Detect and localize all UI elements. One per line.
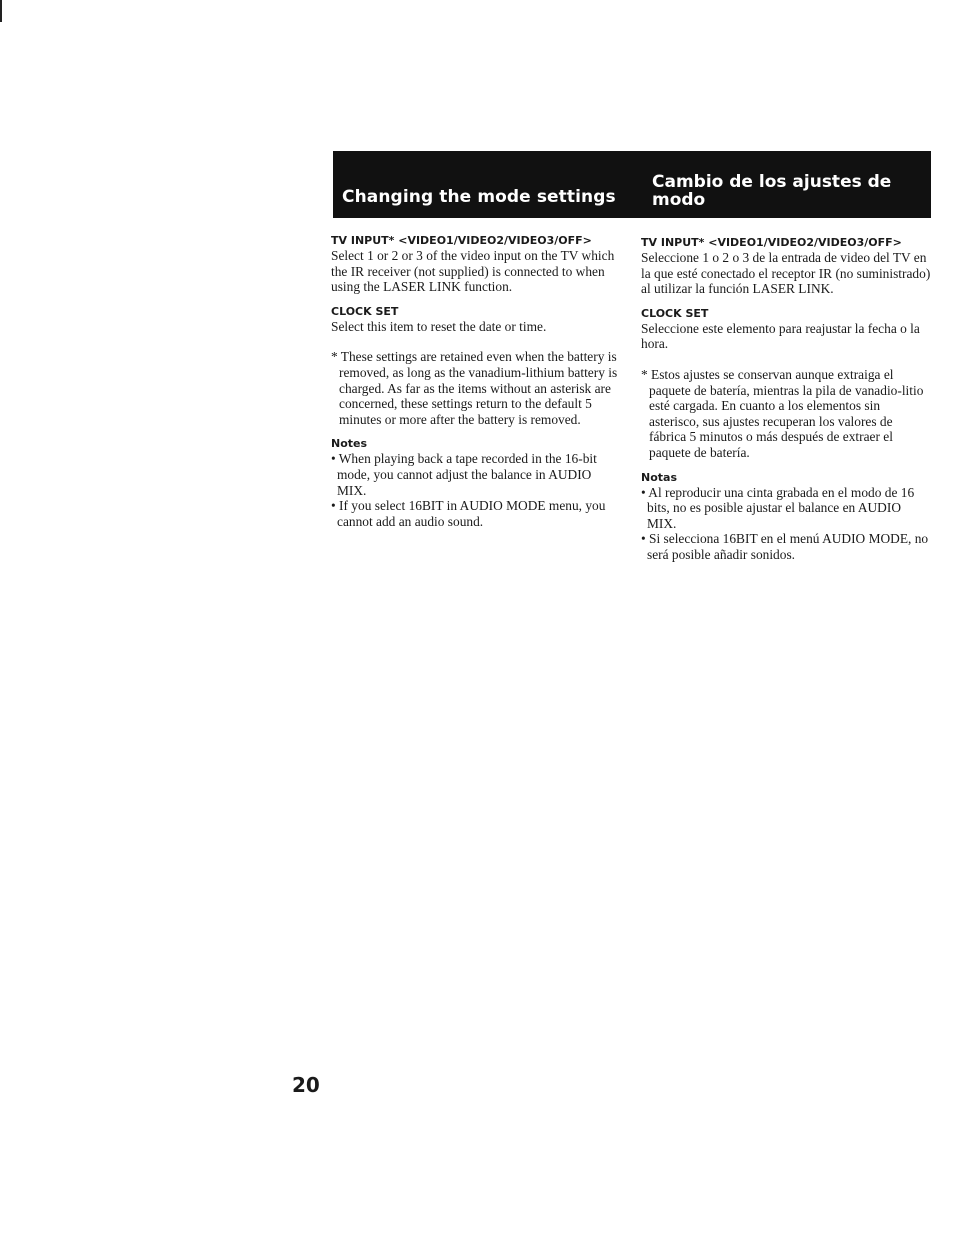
clock-set-heading: CLOCK SET [331,304,399,318]
page-number: 20 [292,1073,320,1097]
clock-set-heading: CLOCK SET [641,306,709,320]
edge-rule [0,0,2,22]
english-column [331,233,621,529]
tv-input-heading: TV INPUT* <VIDEO1/VIDEO2/VIDEO3/OFF> [641,236,902,249]
spanish-column [641,235,933,563]
tv-input-text: Select 1 or 2 or 3 of the video input on the TV which the IR receiver (not supplied) is connected to when using the LASER LINK function. [331,248,615,295]
note-item: • Al reproducir una cinta grabada en el modo de 16 bits, no es posible ajustar el balance en AUDIO MIX. [641,484,915,531]
section-title-en: Changing the mode settings [342,187,616,207]
section-title-es: Cambio de los ajustes de modo [652,172,892,210]
notes-heading: Notes [331,437,368,451]
asterisk-note: * These settings are retained even when the battery is removed, as long as the vanadium-lithium battery is charged. As far as the items without an asterisk are concerned, these settings return to the default 5 minutes or more after the battery is removed. [331,349,618,427]
note-item: • When playing back a tape recorded in the 16-bit mode, you cannot adjust the balance in AUDIO MIX. [331,451,597,498]
tv-input-text: Seleccione 1 o 2 o 3 de la entrada de video del TV en la que esté conectado el receptor IR (no suministrado) al utilizar la función LASER LINK. [641,250,931,297]
clock-set-text: Seleccione este elemento para reajustar la fecha o la hora. [641,320,920,352]
asterisk-note: * Estos ajustes se conservan aunque extraiga el paquete de batería, mientras la pila de vanadio-litio esté cargada. En cuanto a los elementos sin asterisco, sus ajustes recuperan los valores de fábrica 5 minutos o más después de extraer el paquete de batería. [641,366,924,460]
clock-set-text: Select this item to reset the date or time. [331,318,547,334]
note-item: • If you select 16BIT in AUDIO MODE menu, you cannot add an audio sound. [331,498,606,529]
note-item: • Si selecciona 16BIT en el menú AUDIO MODE, no será posible añadir sonidos. [641,531,929,562]
notes-heading: Notas [641,470,677,484]
tv-input-heading: TV INPUT* <VIDEO1/VIDEO2/VIDEO3/OFF> [331,234,592,247]
